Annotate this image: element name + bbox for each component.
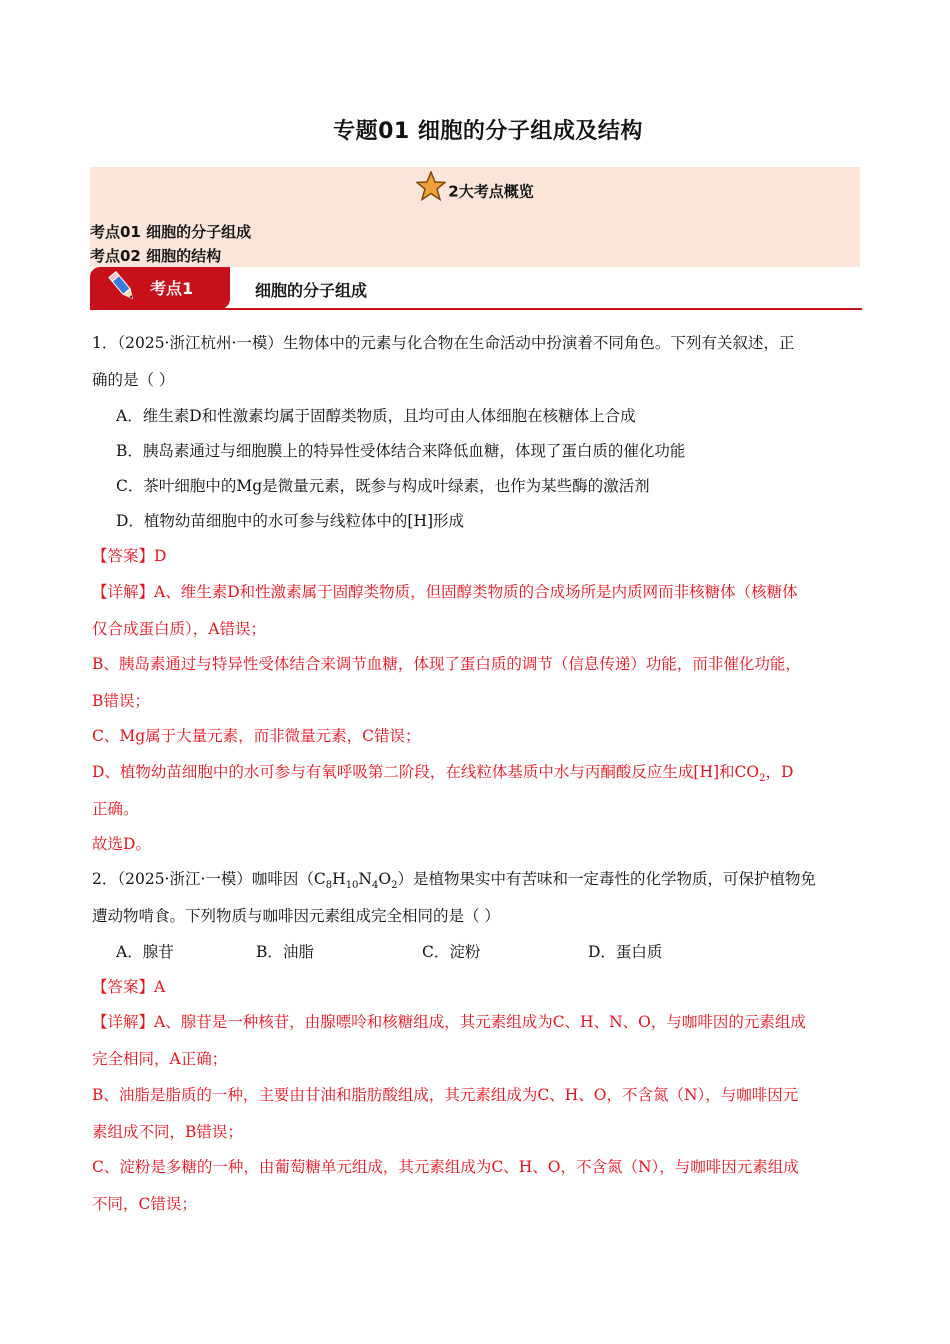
q2-explain-line: 素组成不同，B错误； bbox=[92, 1123, 243, 1141]
overview-item-2: 考点02 细胞的结构 bbox=[90, 247, 222, 265]
q2-option-c: C．淀粉 bbox=[422, 943, 481, 961]
q1-option-b: B．胰岛素通过与细胞膜上的特异性受体结合来降低血糖，体现了蛋白质的催化功能 bbox=[116, 442, 686, 460]
q2-option-b: B．油脂 bbox=[256, 943, 314, 961]
section-divider bbox=[90, 308, 862, 310]
star-icon bbox=[416, 171, 446, 201]
q1-explain-d-line2: 正确。 bbox=[92, 800, 139, 818]
q2-explain-line: 【详解】A、腺苷是一种核苷，由腺嘌呤和核糖组成，其元素组成为C、H、N、O，与咖啡因的元素组成 bbox=[92, 1013, 806, 1031]
q1-explain-d-line bbox=[92, 760, 793, 784]
q2-stem-tail: ）是植物果实中有苦味和一定毒性的化学物质，可保护植物免 bbox=[397, 870, 816, 888]
q2-stem-line2: 遭动物啃食。下列物质与咖啡因元素组成完全相同的是（ ） bbox=[92, 907, 500, 925]
formula-part: 8 bbox=[325, 880, 333, 892]
caffeine-formula bbox=[325, 870, 398, 892]
formula-part: H bbox=[332, 870, 346, 888]
q1-conclusion: 故选D。 bbox=[92, 835, 151, 853]
q1-option-a: A．维生素D和性激素均属于固醇类物质，且均可由人体细胞在核糖体上合成 bbox=[116, 407, 636, 425]
section-tab-label: 考点1 bbox=[150, 279, 194, 298]
q1-explain-d-tail: ，D bbox=[765, 763, 794, 781]
q2-explain-line: 完全相同，A正确； bbox=[92, 1050, 228, 1068]
section-tab bbox=[90, 267, 230, 309]
q1-explain-line: B错误； bbox=[92, 692, 150, 710]
formula-part: 10 bbox=[345, 880, 359, 892]
q2-stem-text: 2．（2025·浙江·一模）咖啡因（C bbox=[92, 870, 326, 888]
q1-explain-d-text: D、植物幼苗细胞中的水可参与有氧呼吸第二阶段，在线粒体基质中水与丙酮酸反应生成[H]和CO bbox=[92, 763, 760, 781]
formula-part: O bbox=[378, 870, 392, 888]
formula-part: 4 bbox=[371, 880, 379, 892]
overview-box bbox=[90, 167, 860, 267]
overview-heading-text: 2大考点概览 bbox=[448, 182, 534, 201]
pencil-icon bbox=[104, 269, 142, 307]
q2-explain-line: C、淀粉是多糖的一种，由葡萄糖单元组成，其元素组成为C、H、O，不含氮（N），与咖啡因元素组成 bbox=[92, 1158, 799, 1176]
formula-part: N bbox=[358, 870, 372, 888]
q1-explain-line: 仅合成蛋白质），A错误； bbox=[92, 620, 266, 638]
section-header bbox=[90, 267, 862, 311]
q1-stem-line2: 确的是（ ） bbox=[92, 371, 175, 389]
q1-option-d: D．植物幼苗细胞中的水可参与线粒体中的[H]形成 bbox=[116, 512, 465, 530]
q2-answer: 【答案】A bbox=[92, 978, 166, 996]
section-title: 细胞的分子组成 bbox=[255, 281, 368, 300]
formula-part: 2 bbox=[391, 880, 398, 892]
overview-item-1: 考点01 细胞的分子组成 bbox=[90, 223, 252, 241]
q1-explain-line: C、Mg属于大量元素，而非微量元素，C错误； bbox=[92, 727, 421, 745]
q2-explain-line: B、油脂是脂质的一种，主要由甘油和脂肪酸组成，其元素组成为C、H、O，不含氮（N），与咖啡因元 bbox=[92, 1086, 799, 1104]
q2-stem-line1 bbox=[92, 867, 816, 891]
q2-explain-line: 不同，C错误； bbox=[92, 1195, 197, 1213]
q1-option-c: C．茶叶细胞中的Mg是微量元素，既参与构成叶绿素，也作为某些酶的激活剂 bbox=[116, 477, 650, 495]
q1-stem-line1: 1．（2025·浙江杭州·一模）生物体中的元素与化合物在生命活动中扮演着不同角色。下列有关叙述，正 bbox=[92, 334, 795, 352]
co2-subscript: 2 bbox=[759, 773, 766, 785]
overview-heading bbox=[90, 177, 860, 207]
page-title: 专题01 细胞的分子组成及结构 bbox=[333, 119, 643, 144]
q1-explain-line: 【详解】A、维生素D和性激素属于固醇类物质，但固醇类物质的合成场所是内质网而非核糖体（核糖体 bbox=[92, 583, 798, 601]
q1-explain-line: B、胰岛素通过与特异性受体结合来调节血糖，体现了蛋白质的调节（信息传递）功能，而非催化功能， bbox=[92, 655, 801, 673]
q2-option-d: D．蛋白质 bbox=[588, 943, 663, 961]
q2-option-a: A．腺苷 bbox=[116, 943, 174, 961]
q1-answer: 【答案】D bbox=[92, 547, 167, 565]
